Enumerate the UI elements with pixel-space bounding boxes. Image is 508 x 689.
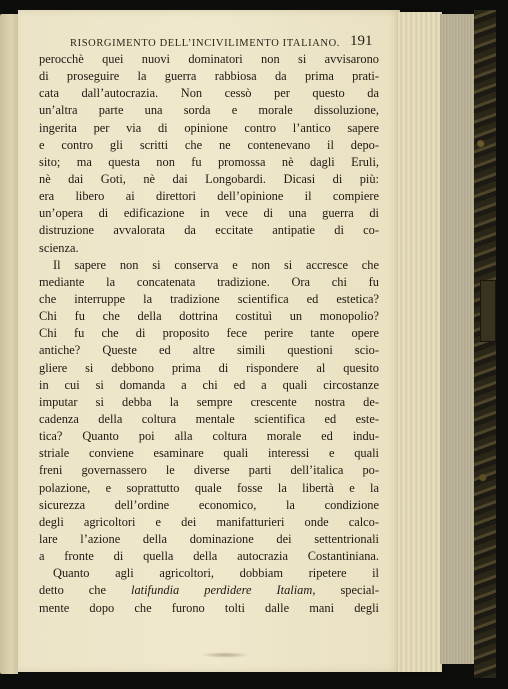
text-line-content: e contro gli scritti che ne contenevano il depo- <box>39 137 379 152</box>
text-line-content: Chi fu che di proposito fece perire tante opere <box>39 326 379 341</box>
text-line <box>39 102 379 119</box>
page-block-edge <box>440 14 474 664</box>
text-line-content: a fronte di quella della autocrazia Costantiniana. <box>39 549 379 564</box>
text-line-content: era libero ai direttori dell’opinione il compiere <box>39 189 379 204</box>
text-line <box>39 205 379 222</box>
text-line <box>39 154 379 171</box>
text-line-content: un’altra parte una sorda e morale dissoluzione, <box>39 103 379 118</box>
text-line <box>39 462 379 479</box>
text-line-content: Il sapere non si conserva e non si accresce che <box>53 257 379 272</box>
text-line <box>39 325 379 342</box>
text-line-content: gliere si debbono prima di rispondere al quesito <box>39 360 379 375</box>
text-line <box>39 600 379 617</box>
text-line <box>39 171 379 188</box>
text-line-content: in cui si domanda a chi ed a quali circostanze <box>39 377 379 392</box>
text-line-content: mente dopo che furono tolti dalle mani degli <box>39 600 379 615</box>
text-line-content: degli agricoltori e dei manifatturieri onde calco- <box>39 514 379 529</box>
running-header: RISORGIMENTO DELL’INCIVILIMENTO ITALIANO. <box>70 38 340 49</box>
left-page-edge <box>0 14 18 674</box>
text-line-content: tica? Quanto poi alla coltura morale ed indu- <box>39 429 379 444</box>
text-line-content: freni governassero le diverse parti dell’italica po- <box>39 463 379 478</box>
text-line <box>39 411 379 428</box>
text-line-content: striale conviene esaminare quali interessi e quali <box>39 446 379 461</box>
text-line-content: nè dai Goti, nè dai Longobardi. Dicasi di più: <box>39 171 379 186</box>
text-line <box>39 548 379 565</box>
text-line-content: mediante la concatenata tradizione. Ora chi fu <box>39 274 379 289</box>
text-line <box>39 428 379 445</box>
text-line-content: perocchè quei nuovi dominatori non si avvisarono <box>39 52 379 66</box>
text-line <box>39 514 379 531</box>
text-line <box>39 85 379 102</box>
text-line-content: Chi fu che della dottrina costituì un monopolio? <box>39 309 379 324</box>
page-stack-edge <box>398 12 442 672</box>
text-line-content: imputar si debba la sempre crescente nostra de- <box>39 394 379 409</box>
text-line <box>39 582 379 599</box>
text-line <box>39 51 379 68</box>
bottom-stain <box>200 652 250 658</box>
text-line-content: sicurezza dell’ordine economico, la condizione <box>39 497 379 512</box>
text-line <box>39 394 379 411</box>
text-line-content: un’opera di edificazione in vece di una guerra di <box>39 206 379 221</box>
text-line <box>39 222 379 239</box>
text-line <box>39 308 379 325</box>
text-line-content: cadenza della coltura mentale scientifica ed este- <box>39 411 379 426</box>
text-line-content: cata dall’autocrazia. Non cessò per questo da <box>39 86 379 101</box>
text-line-content: polazione, e soprattutto quale fosse la libertà e la <box>39 480 379 495</box>
text-line <box>39 274 379 291</box>
text-line <box>39 68 379 85</box>
text-line-content: sito; ma questa non fu promossa nè dagli Eruli, <box>39 154 379 169</box>
text-line <box>39 445 379 462</box>
page-number: 191 <box>350 33 373 49</box>
text-line-content: di proseguire la guerra rabbiosa da prima prati- <box>39 69 379 84</box>
text-line-content: distruzione avvalorata da eccitate antipatie di co- <box>39 223 379 238</box>
text-line <box>39 120 379 137</box>
text-line <box>39 360 379 377</box>
italic-quote: latifundia perdidere Italiam <box>131 583 313 598</box>
text-line <box>39 240 379 257</box>
text-line-content: lare l’azione della dominazione dei settentrionali <box>39 531 379 546</box>
text-line-content: detto che <box>39 583 132 598</box>
text-line <box>39 531 379 548</box>
text-line-content: ingerita per via di opinione contro l’antico sapere <box>39 120 379 135</box>
text-line-content: Quanto agli agricoltori, dobbiam ripetere il <box>53 566 379 581</box>
body-text <box>39 51 379 617</box>
text-line <box>39 565 379 582</box>
text-line-content: che interruppe la tradizione scientifica ed estetica? <box>39 291 379 306</box>
marbled-cover <box>474 10 496 678</box>
text-line <box>39 257 379 274</box>
text-line <box>39 377 379 394</box>
text-line-content: antiche? Queste ed altre simili questioni scio- <box>39 343 379 358</box>
text-line <box>39 137 379 154</box>
text-line-tail: , special- <box>312 583 379 598</box>
text-line <box>39 342 379 359</box>
text-line-content: scienza. <box>39 240 79 255</box>
text-line <box>39 480 379 497</box>
text-line <box>39 497 379 514</box>
text-line <box>39 188 379 205</box>
cover-label <box>480 280 496 342</box>
text-line <box>39 291 379 308</box>
